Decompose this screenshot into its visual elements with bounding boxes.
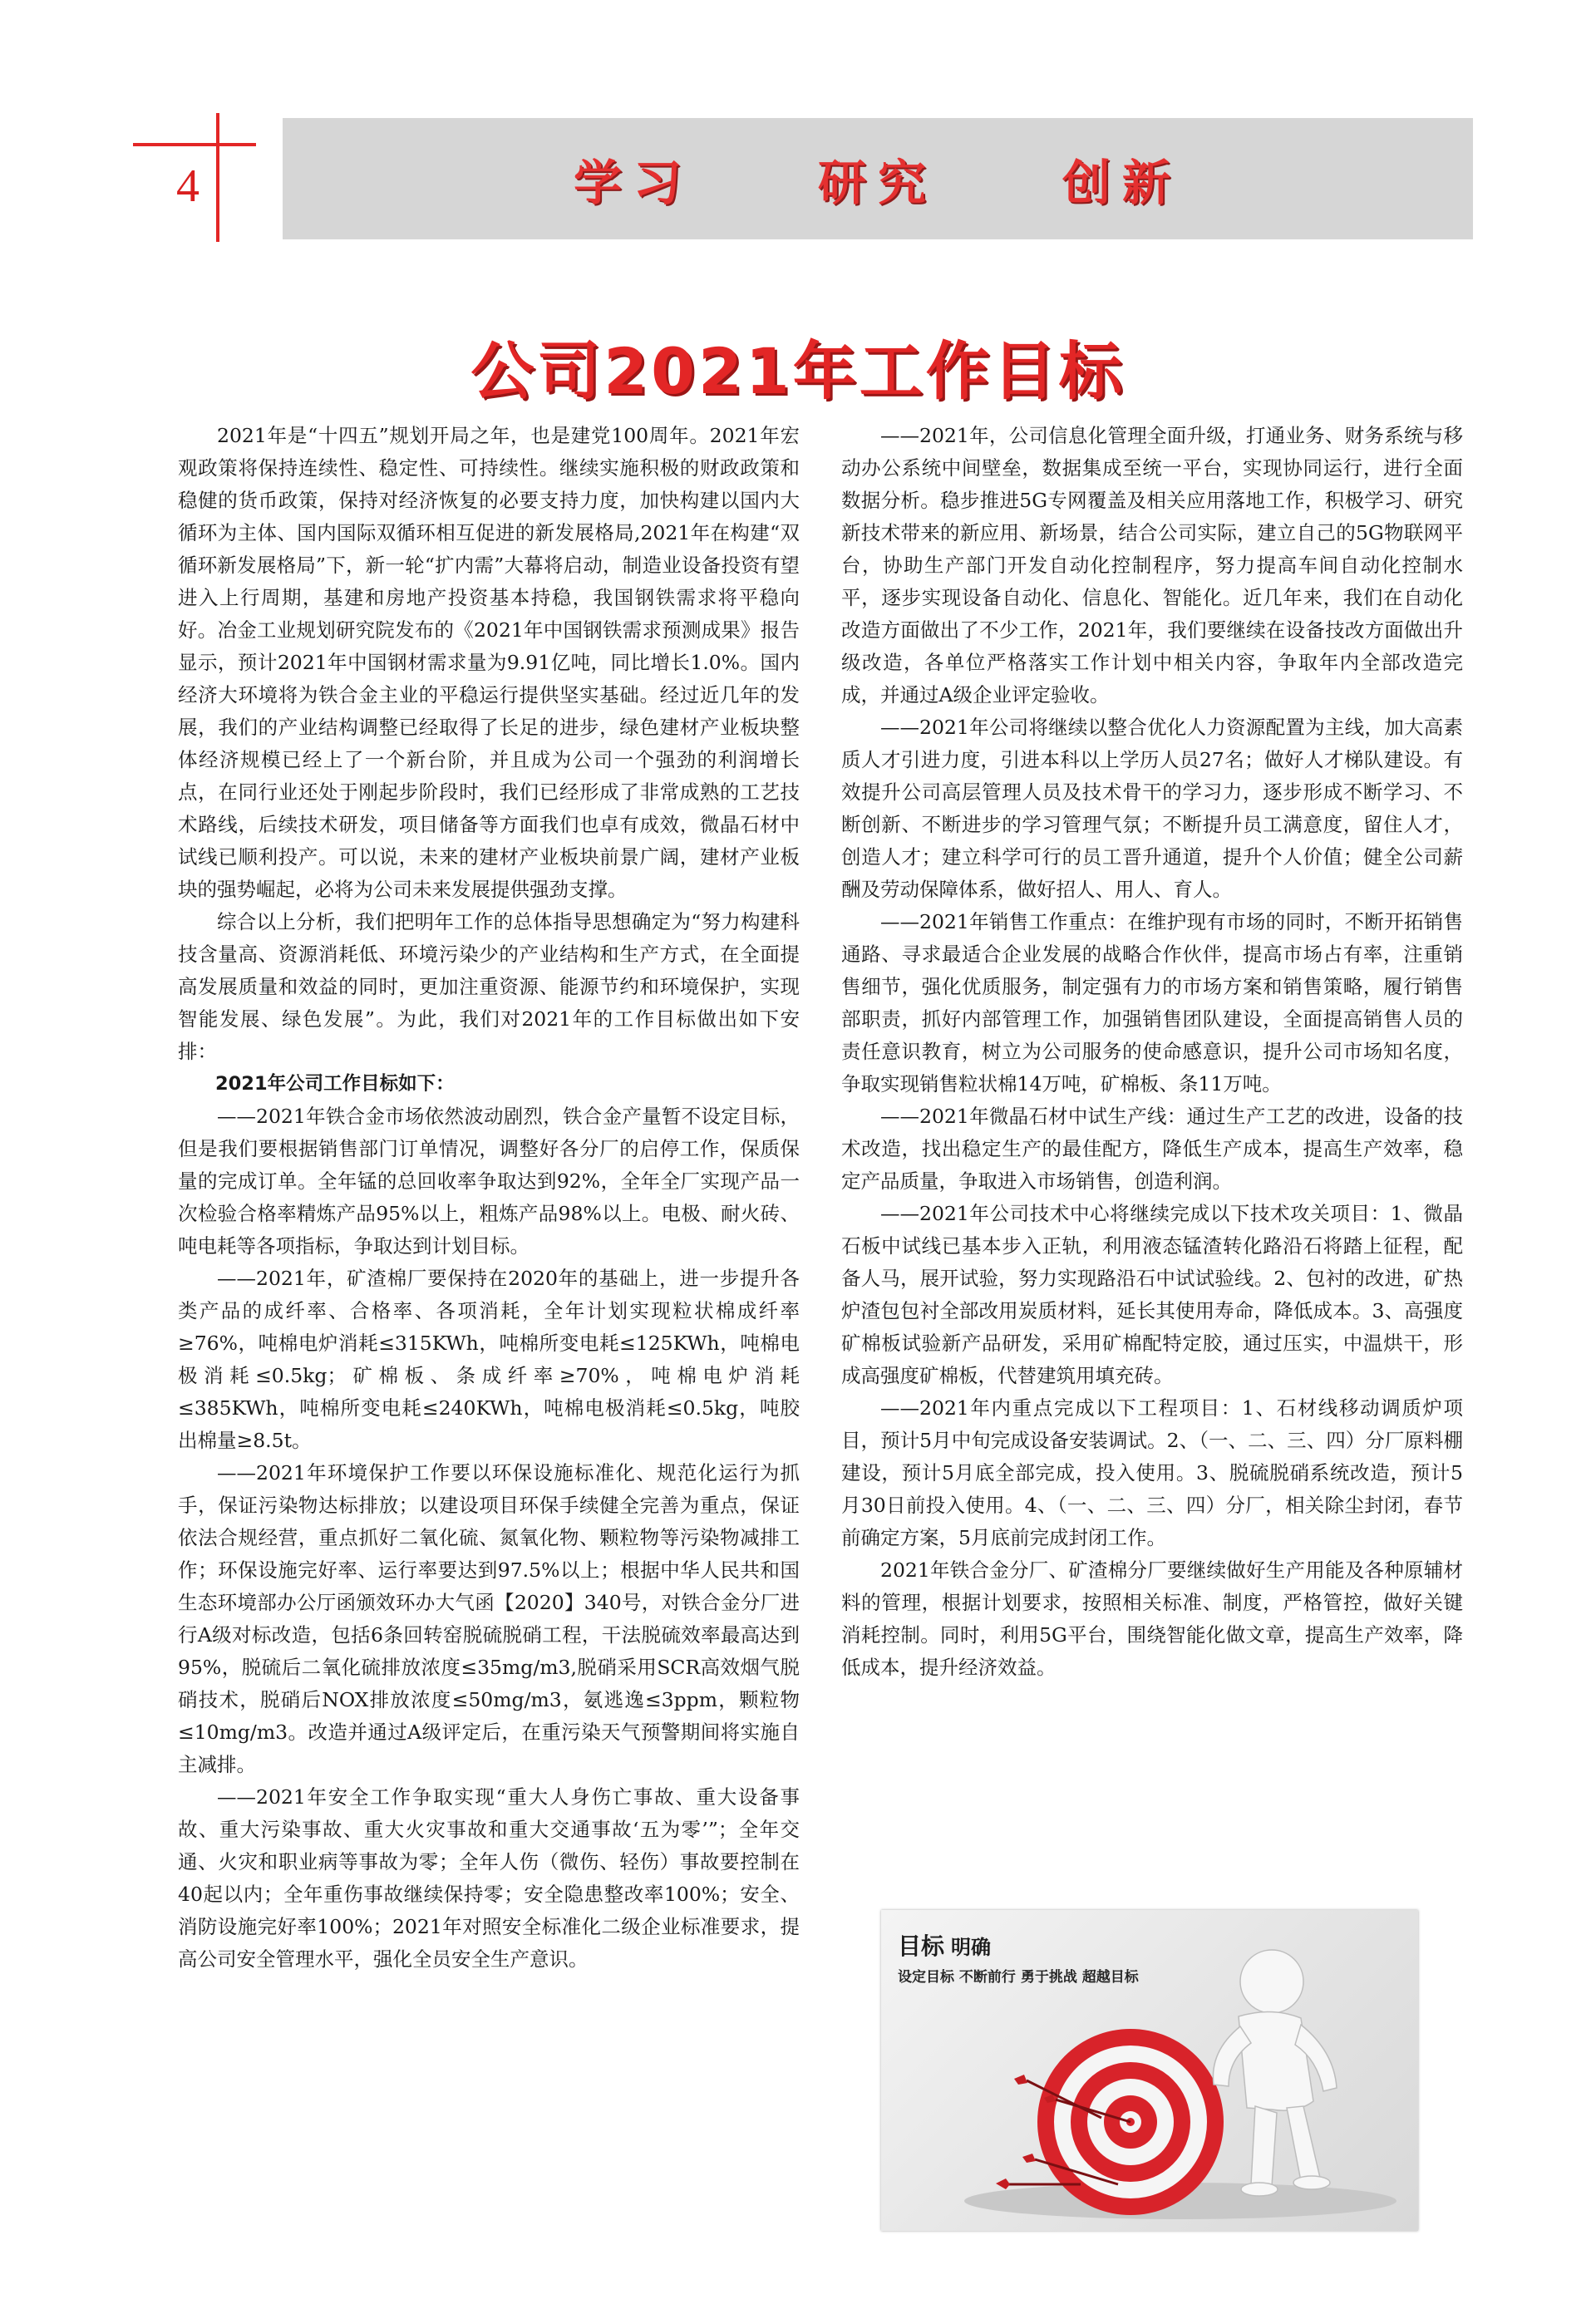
section-banner [283, 118, 1473, 239]
illustration-slogan: 设定目标 不断前行 勇于挑战 超越目标 [898, 1969, 1139, 1986]
banner-word-innovation: 创新 [1062, 155, 1183, 211]
paragraph: ——2021年，公司信息化管理全面升级，打通业务、财务系统与移动办公系统中间壁垒，数据集成至统一平台，实现协同运行，进行全面数据分析。稳步推进5G专网覆盖及相关应用落地工作，积极学习、研究新技术带来的新应用、新场景，结合公司实际，建立自己的5G物联网平台，协助生产部门开发自动化控制程序，努力提高车间自动化控制水平，逐步实现设备自动化、信息化、智能化。近几年来，我们在自动化改造方面做出了不少工作，2021年，我们要继续在设备技改方面做出升级改造，各单位严格落实工作计划中相关内容，争取年内全部改造完成，并通过A级企业评定验收。 [841, 424, 1463, 706]
paragraph: ——2021年微晶石材中试生产线：通过生产工艺的改进，设备的技术改造，找出稳定生产的最佳配方，降低生产成本，提高生产效率，稳定产品质量，争取进入市场销售，创造利润。 [841, 1105, 1463, 1193]
illustration-heading-small: 明确 [951, 1936, 992, 1959]
illustration-heading [898, 1928, 991, 1962]
paragraph: 综合以上分析，我们把明年工作的总体指导思想确定为“努力构建科技含量高、资源消耗低、环境污染少的产业结构和生产方式，在全面提高发展质量和效益的同时，更加注重资源、能源节约和环境保护，实现智能发展、绿色发展”。为此，我们对2021年的工作目标做出如下安排： [178, 910, 800, 1063]
page-number: 4 [176, 160, 200, 212]
target-illustration [881, 1910, 1418, 2231]
banner-word-study: 学习 [573, 155, 693, 211]
paragraph: ——2021年铁合金市场依然波动剧烈，铁合金产量暂不设定目标，但是我们要根据销售部门订单情况，调整好各分厂的启停工作，保质保量的完成订单。全年锰的总回收率争取达到92%，全年全厂实现产品一次检验合格率精炼产品95%以上，粗炼产品98%以上。电极、耐火砖、吨电耗等各项指标，争取达到计划目标。 [178, 1105, 800, 1258]
article-title: 公司2021年工作目标 [470, 334, 1126, 408]
paragraph: ——2021年公司将继续以整合优化人力资源配置为主线，加大高素质人才引进力度，引进本科以上学历人员27名；做好人才梯队建设。有效提升公司高层管理人员及技术骨干的学习力，逐步形成不断学习、不断创新、不断进步的学习管理气氛；不断提升员工满意度，留住人才，创造人才；建立科学可行的员工晋升通道，提升个人价值；健全公司薪酬及劳动保障体系，做好招人、用人、育人。 [841, 716, 1463, 901]
illustration-heading-big: 目标 [898, 1932, 945, 1960]
white-figure-icon [1213, 1950, 1337, 2196]
paragraph: ——2021年，矿渣棉厂要保持在2020年的基础上，进一步提升各类产品的成纤率、合格率、各项消耗，全年计划实现粒状棉成纤率≥76%，吨棉电炉消耗≤315KWh，吨棉所变电耗≤125KWh，吨棉电极消耗≤0.5kg；矿棉板、条成纤率≥70%，吨棉电炉消耗≤385KWh，吨棉所变电耗≤240KWh，吨棉电极消耗≤0.5kg，吨胶出棉量≥8.5t。 [178, 1267, 800, 1452]
paragraph: ——2021年环境保护工作要以环保设施标准化、规范化运行为抓手，保证污染物达标排放；以建设项目环保手续健全完善为重点，保证依法合规经营，重点抓好二氧化硫、氮氧化物、颗粒物等污染物减排工作；环保设施完好率、运行率要达到97.5%以上；根据中华人民共和国生态环境部办公厅函颁效环办大气函【2020】340号，对铁合金分厂进行A级对标改造，包括6条回转窑脱硫脱硝工程，干法脱硫效率最高达到95%，脱硫后二氧化硫排放浓度≤35mg/m3,脱硝采用SCR高效烟气脱硝技术，脱硝后NOX排放浓度≤50mg/m3，氨逃逸≤3ppm，颗粒物≤10mg/m3。改造并通过A级评定后，在重污染天气预警期间将实施自主减排。 [178, 1461, 800, 1776]
left-column [178, 420, 800, 1976]
paragraph: ——2021年公司技术中心将继续完成以下技术攻关项目：1、微晶石板中试线已基本步入正轨，利用液态锰渣转化路沿石将踏上征程，配备人马，展开试验，努力实现路沿石中试试验线。2、包衬的改进，矿热炉渣包包衬全部改用炭质材料，延长其使用寿命，降低成本。3、高强度矿棉板试验新产品研发，采用矿棉配特定胶，通过压实，中温烘干，形成高强度矿棉板，代替建筑用填充砖。 [841, 1202, 1463, 1387]
paragraph: ——2021年安全工作争取实现“重大人身伤亡事故、重大设备事故、重大污染事故、重大火灾事故和重大交通事故‘五为零’”；全年交通、火灾和职业病等事故为零；全年人伤（微伤、轻伤）事故要控制在40起以内；全年重伤事故继续保持零；安全隐患整改率100%；安全、消防设施完好率100%；2021年对照安全标准化二级企业标准要求，提高公司安全管理水平，强化全员安全生产意识。 [178, 1785, 800, 1971]
section-subheading: 2021年公司工作目标如下： [215, 1073, 455, 1095]
corner-horizontal-rule [133, 143, 256, 146]
right-column [841, 420, 1463, 1684]
banner-word-research: 研究 [817, 155, 938, 211]
corner-vertical-rule [216, 113, 219, 242]
paragraph: ——2021年内重点完成以下工程项目：1、石材线移动调质炉项目，预计5月中旬完成设备安装调试。2、（一、二、三、四）分厂原料棚建设，预计5月底全部完成，投入使用。3、脱硫脱硝系统改造，预计5月30日前投入使用。4、（一、二、三、四）分厂，相关除尘封闭，春节前确定方案，5月底前完成封闭工作。 [841, 1396, 1463, 1549]
paragraph: 2021年是“十四五”规划开局之年，也是建党100周年。2021年宏观政策将保持连续性、稳定性、可持续性。继续实施积极的财政政策和稳健的货币政策，保持对经济恢复的必要支持力度，加快构建以国内大循环为主体、国内国际双循环相互促进的新发展格局,2021年在构建“双循环新发展格局”下，新一轮“扩内需”大幕将启动，制造业设备投资有望进入上行周期，基建和房地产投资基本持稳，我国钢铁需求将平稳向好。冶金工业规划研究院发布的《2021年中国钢铁需求预测成果》报告显示，预计2021年中国钢材需求量为9.91亿吨，同比增长1.0%。国内经济大环境将为铁合金主业的平稳运行提供坚实基础。经过近几年的发展，我们的产业结构调整已经取得了长足的进步，绿色建材产业板块整体经济规模已经上了一个新台阶，并且成为公司一个强劲的利润增长点，在同行业还处于刚起步阶段时，我们已经形成了非常成熟的工艺技术路线，后续技术研发，项目储备等方面我们也卓有成效，微晶石材中试线已顺利投产。可以说，未来的建材产业板块前景广阔，建材产业板块的强势崛起，必将为公司未来发展提供强劲支撑。 [178, 424, 800, 901]
paragraph: ——2021年销售工作重点：在维护现有市场的同时，不断开拓销售通路、寻求最适合企业发展的战略合作伙伴，提高市场占有率，注重销售细节，强化优质服务，制定强有力的市场方案和销售策略，履行销售部职责，抓好内部管理工作，加强销售团队建设，全面提高销售人员的责任意识教育，树立为公司服务的使命感意识，提升公司市场知名度，争取实现销售粒状棉14万吨，矿棉板、条11万吨。 [841, 910, 1463, 1095]
paragraph: 2021年铁合金分厂、矿渣棉分厂要继续做好生产用能及各种原辅材料的管理，根据计划要求，按照相关标准、制度，严格管控，做好关键消耗控制。同时，利用5G平台，围绕智能化做文章，提高生产效率，降低成本，提升经济效益。 [841, 1558, 1463, 1679]
